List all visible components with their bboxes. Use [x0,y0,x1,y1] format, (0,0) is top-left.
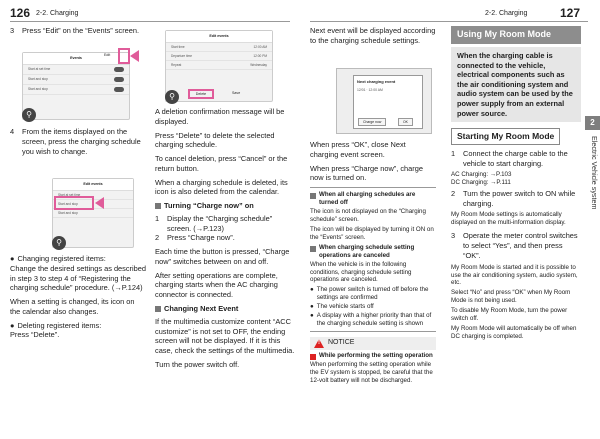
bullet-deleting: ● Deleting registered items: [10,320,102,330]
heading-text: Changing Next Event [164,304,239,314]
heading-text: When charging schedule setting operations are canceled [319,243,415,259]
pointer-arrow-icon [130,50,139,62]
edit-highlight [118,48,130,64]
step-text: Turn the power switch to ON while charging. [463,188,576,208]
left-section-title: 2-2. Charging [36,10,79,17]
column-1-step4 [10,127,146,156]
section-heading: Starting My Room Mode [451,128,560,145]
bullet-text: When a setting is changed, its icon on the calendar also changes. [10,297,135,316]
next-event-screenshot [336,68,432,134]
screen-title: Edit events [53,179,133,191]
left-header-rule [10,21,290,22]
step-text: Press “Charge now”. [167,233,235,243]
next-event-dialog [353,75,423,129]
detail-row: Start time 12:00 AM [166,43,272,52]
bullet-text: A display with a higher priority than that of the charging schedule setting is shown [316,312,432,328]
chapter-tab: 2 [585,116,600,130]
heading-next-event [155,304,295,314]
step-number: 1 [451,149,456,159]
warning-icon: ! [314,339,324,348]
paragraph: My Room Mode is started and it is possible to use the air conditioning system, audio system, etc. [451,263,578,287]
paragraph: When the vehicle is in the following conditions, charging schedule setting operations are canceled. [310,260,412,284]
column-3 [310,26,436,50]
heading-text: When all charging schedules are turned off [319,191,416,206]
ac-charging-ref: AC Charging: →P.103 [451,171,512,178]
notice-label: NOTICE [328,339,355,347]
notes [451,264,581,341]
ok-button: OK [398,118,413,126]
edit-label: Edit [104,53,111,57]
small-notes [310,191,436,385]
dialog-title: Next charging event [357,79,396,84]
divider [310,187,436,188]
bullet-text: Press “Delete”. [10,330,60,340]
event-row: Start and stop [53,200,133,209]
toggle-icon [114,67,124,72]
step-text: Operate the meter control switches to select “Yes”, and then press “OK”. [463,231,578,260]
paragraph: Next event will be displayed according to the charging schedule settings. [310,26,436,45]
paragraph: A deletion confirmation message will be displayed. [155,107,285,126]
column-1-bullets [10,254,146,344]
paragraph: Select “No” and press “OK” when My Room Mode is not being used. [451,289,571,305]
note [451,211,581,227]
bullet-text: The power switch is turned off before the settings are confirmed [316,286,429,302]
step-4 [10,127,146,156]
save-label: Save [232,91,241,95]
bullet-head: Deleting registered items: [17,320,102,330]
square-bullet-icon [155,306,161,312]
step-number: 2 [451,188,456,198]
right-section-title: 2-2. Charging [485,10,528,17]
paragraph: The icon is not displayed on the “Charging schedule” screen. [310,207,426,223]
heading [310,244,436,260]
divider [310,331,436,332]
square-bullet-icon [310,354,316,360]
zoom-icon: ⚲ [165,90,179,104]
item-highlight [54,196,94,210]
pointer-arrow-icon [95,197,104,209]
paragraph: Turn the power switch off. [155,359,240,369]
event-row: Start and stop [53,209,133,218]
detail-row: Departure time 12:00 PM [166,52,272,61]
square-bullet-icon [310,246,316,252]
paragraph: When press “OK”, close Next charging event screen. [310,140,406,159]
paragraph: To disable My Room Mode, turn the power switch off. [451,307,568,323]
left-page-number: 126 [10,6,31,20]
heading [310,191,436,207]
chapter-label: Electric Vehicle system [590,136,599,210]
zoom-icon: ⚲ [22,108,36,122]
step-number: 4 [10,127,15,136]
bullet-text: Change the desired settings as described in step 3 to step 4 of “Registering the charging schedule” procedure. (→P.124) [10,263,146,293]
step-1 [451,149,581,169]
bullet-text: The vehicle starts off [316,303,374,311]
toggle-icon [114,87,124,92]
paragraph: Press “Delete” to delete the selected charging schedule. [155,130,275,150]
square-bullet-icon [310,193,316,199]
step-2 [155,233,295,243]
step-text: Press “Edit” on the “Events” screen. [22,26,140,35]
dialog-text: 12/01 · 12:00 AM [357,88,383,93]
event-row: Start at set time [23,65,129,75]
column-3-body [310,140,436,389]
heading-text: While performing the setting operation [319,352,433,360]
event-row: Start and stop [23,85,129,95]
intro-callout: When the charging cable is connected to the vehicle, electrical components such as the air conditioning system and audio system can be used by the power supply from an external power source. [451,47,581,122]
step-number: 2 [155,233,160,243]
event-row: Start at set time [53,191,133,200]
step-number: 3 [451,231,456,241]
toggle-icon [114,77,124,82]
notice-heading [310,352,436,360]
bullet-changing: ● Changing registered items: [10,254,106,263]
step-number: 3 [10,26,15,35]
paragraph: My Room Mode will automatically be off when DC charging is completed. [451,325,577,341]
heading-charge-now [155,201,295,211]
step-3 [10,26,146,36]
paragraph: If the multimedia customize content “ACC customize” is not set to OFF, the ending screen will not be displayed. If it is this case, check the settings of the multimedia. [155,316,295,356]
step-text: From the items displayed on the screen, press the charging schedule you wish to change. [22,127,141,156]
step-text: Display the “Charging schedule” screen. (→P.123) [167,213,273,233]
dc-charging-ref: DC Charging: →P.111 [451,178,511,186]
column-1 [10,26,146,36]
delete-button: Delete [188,89,214,99]
paragraph: After setting operations are complete, charging starts when the AC charging connector is connected. [155,270,278,300]
column-2 [155,107,295,374]
event-row: Start and stop [23,75,129,85]
bullet: ● The vehicle starts off [310,303,374,311]
right-header-rule [310,21,588,22]
column-4 [451,26,581,343]
charging-refs [451,171,581,187]
paragraph: The icon will be displayed by turning it ON on the “Events” screen. [310,225,434,241]
square-bullet-icon [155,203,161,209]
bullet-head: Changing registered items: [17,254,106,263]
right-page-number: 127 [560,6,581,20]
paragraph: When press “Charge now”, charge now is turned on. [310,163,423,183]
notice-header [310,337,436,350]
step-number: 1 [155,213,160,223]
detail-row: Repeat Wednesday [166,61,272,70]
notice-text: When performing the setting operation while the EV system is stopped, be careful that the 12-volt battery will not be discharged. [310,361,433,384]
step-1 [155,214,295,234]
bullet: ● The power switch is turned off before the settings are confirmed [310,286,436,302]
step-3 [451,231,581,260]
charge-now-button: Charge now [358,118,386,126]
screen-title: Edit events [166,31,272,43]
paragraph: My Room Mode settings is automatically displayed on the multi-information display. [451,211,566,227]
events-screenshot [22,52,130,120]
bullet: ● A display with a higher priority than that of the charging schedule setting is shown [310,312,436,328]
zoom-icon: ⚲ [52,236,66,250]
heading-text: Turning “Charge now” on [164,201,254,211]
paragraph: When a charging schedule is deleted, its icon is also deleted from the calendar. [155,177,288,197]
delete-screenshot [165,30,273,102]
step-2 [451,189,581,209]
paragraph: Each time the button is pressed, “Charge now” switches between on and off. [155,247,290,266]
paragraph: To cancel deletion, press “Cancel” or the return button. [155,154,288,173]
screen-title: Events [23,53,129,65]
section-tab-title: Using My Room Mode [451,26,581,44]
step-text: Connect the charge cable to the vehicle to start charging. [463,149,568,169]
